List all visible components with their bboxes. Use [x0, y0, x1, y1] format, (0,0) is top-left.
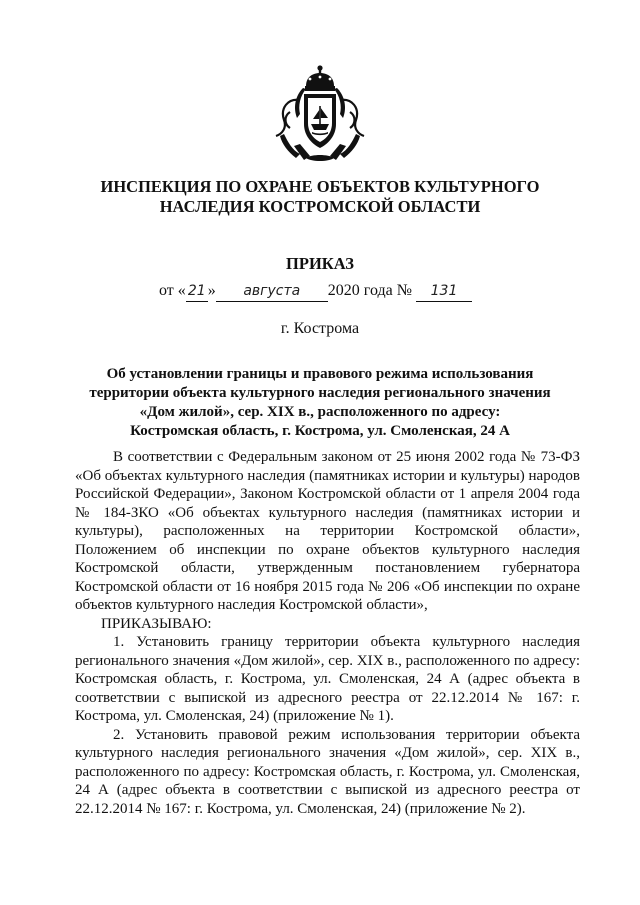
- order-item-1: 1. Установить границу территории объекта культурного наследия регионального значения «Дом жилой», сер. XIX в., расположенного по адресу: Костромская область, г. Кострома, ул. Смоленская, 24 А (адрес объекта в соответствии с выпиской из адресного реестра от 22.12.2014 № 167: г. Кострома, ул. Смоленская, 24) (приложение № 1).: [75, 634, 580, 724]
- coat-of-arms-icon: [270, 62, 370, 166]
- city-line: г. Кострома: [280, 320, 360, 337]
- order-subject-line-4: Костромская область, г. Кострома, ул. Смоленская, 24 А: [130, 423, 510, 439]
- order-verb: ПРИКАЗЫВАЮ:: [101, 615, 212, 632]
- document-type-heading: ПРИКАЗ: [286, 254, 354, 273]
- date-day-handwritten: 21: [186, 282, 208, 302]
- date-year-text: 2020 года №: [327, 282, 412, 299]
- preamble-paragraph: В соответствии с Федеральным законом от 25 июня 2002 года № 73-ФЗ «Об объектах культурного наследия (памятниках истории и культуры) народов Российской Федерации», Законом Костромской области от 1 апреля 2004 года № 184-ЗКО «Об объектах культурного наследия (памятниках истории и культуры), расположенных на территории Костромской области», Положением об инспекции по охране объектов культурного наследия Костромской области, утвержденным постановлением губернатора Костромской области от 16 ноября 2015 года № 206 «Об инспекции по охране объектов культурного наследия Костромской области»,: [75, 449, 580, 613]
- order-subject-line-3: «Дом жилой», сер. XIX в., расположенного по адресу:: [139, 404, 501, 420]
- agency-name-line-1: ИНСПЕКЦИЯ ПО ОХРАНЕ ОБЪЕКТОВ КУЛЬТУРНОГО: [100, 177, 540, 196]
- date-month-handwritten: августа: [216, 282, 328, 302]
- order-subject-line-1: Об установлении границы и правового режима использования: [106, 366, 534, 382]
- date-prefix: от «: [159, 282, 186, 299]
- order-item-2: 2. Установить правовой режим использования территории объекта культурного наследия регионального значения «Дом жилой», сер. XIX в., расположенного по адресу: Костромская область, г. Кострома, ул. Смоленская, 24 А (адрес объекта в соответствии с выпиской из адресного реестра от 22.12.2014 № 167: г. Кострома, ул. Смоленская, 24) (приложение № 2).: [75, 726, 580, 817]
- order-subject-line-2: территории объекта культурного наследия регионального значения: [89, 385, 551, 401]
- date-and-number-line: [159, 281, 472, 307]
- agency-name-line-2: НАСЛЕДИЯ КОСТРОМСКОЙ ОБЛАСТИ: [159, 197, 481, 216]
- date-middle: »: [207, 282, 216, 299]
- agency-name: [60, 177, 580, 217]
- order-subject: [60, 365, 580, 441]
- order-body: [75, 448, 580, 818]
- order-number-handwritten: 131: [416, 282, 472, 302]
